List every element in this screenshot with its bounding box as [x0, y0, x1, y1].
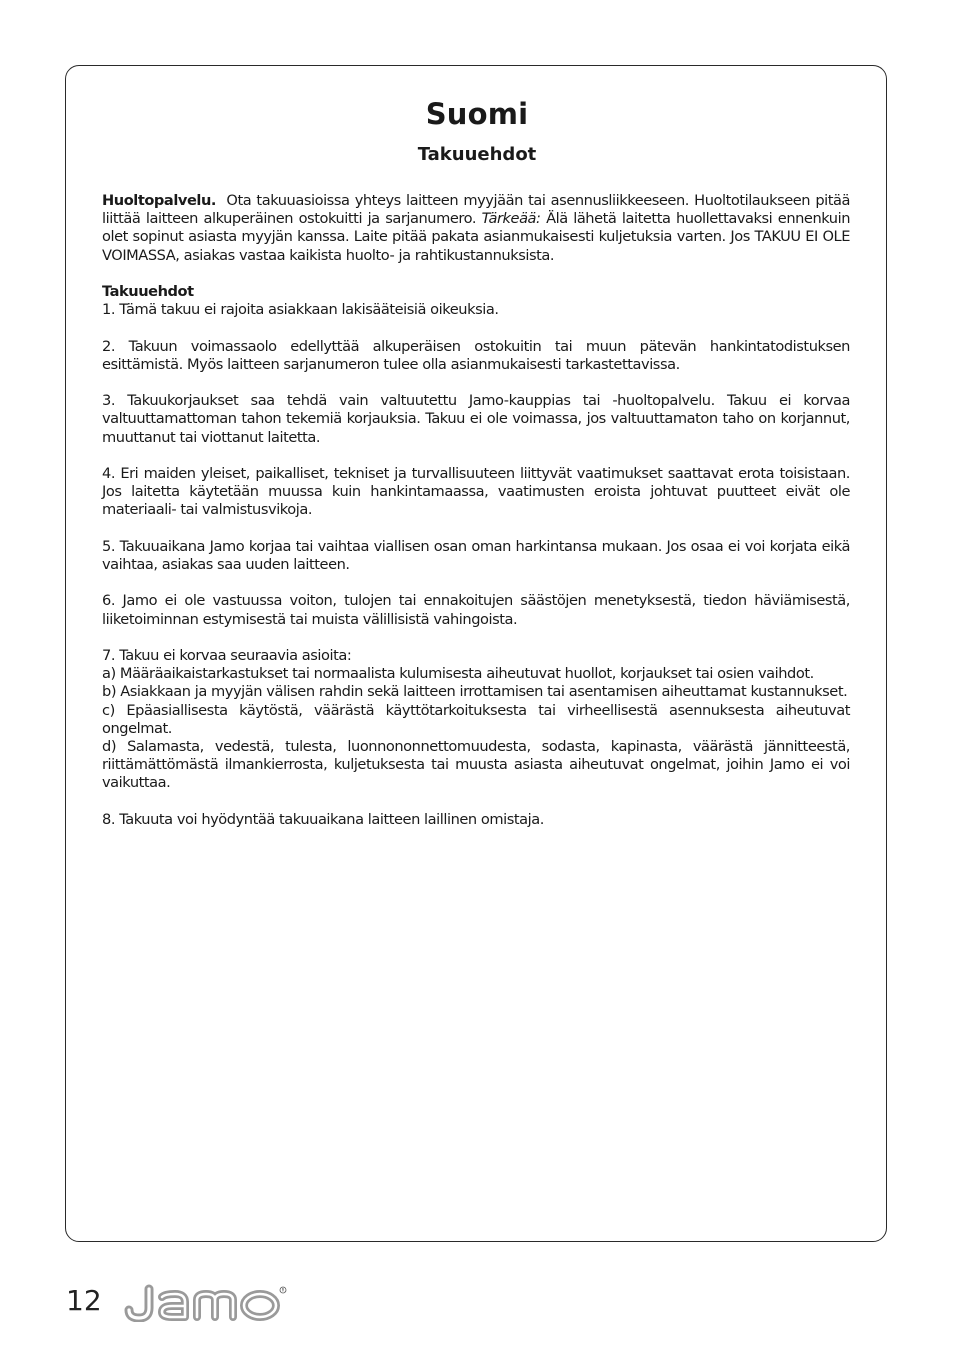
page-subtitle: Takuuehdot — [417, 144, 537, 165]
term-item-7a: a) Määräaikaistarkastukset tai normaalista kulumisesta aiheutuvat huollot, korjaukset tai osien vaihdot. — [102, 665, 814, 683]
term-item-7d: d) Salamasta, vedestä, tulesta, luonnononnettomuudesta, sodasta, kapinasta, väärästä jännitteestä, riittämättömästä ilmankierrosta, kuljetuksesta tai muusta asiasta aiheutuvat ongelmat, joihin Jamo ei voi vaikuttaa. — [102, 737, 850, 792]
terms-heading: Takuuehdot — [102, 283, 194, 300]
svg-text:R: R — [281, 1287, 285, 1293]
service-label: Huoltopalvelu. — [102, 192, 216, 209]
important-label: Tärkeää: — [481, 210, 541, 228]
term-item-7b: b) Asiakkaan ja myyjän välisen rahdin sekä laitteen irrottamisen tai asentamisen aiheuttamat kustannukset. — [102, 683, 848, 701]
term-item-4: 4. Eri maiden yleiset, paikalliset, tekniset ja turvallisuuteen liittyvät vaatimukset saattavat erota toisistaan. Jos laitetta käytetään muussa kuin hankintamaassa, vaatimusten eroista johtuvat puutteet eivät ole materiaali- tai valmistusvikoja. — [102, 464, 850, 519]
page-number: 12 — [66, 1284, 102, 1317]
term-item-7c: c) Epäasiallisesta käytöstä, väärästä käyttötarkoituksesta tai virheellisestä asennuksesta aiheutuvat ongelmat. — [102, 701, 850, 737]
jamo-logo — [124, 1284, 290, 1322]
term-item-6: 6. Jamo ei ole vastuussa voiton, tulojen tai ennakoitujen säästöjen menetyksestä, tiedon häviämisestä, liiketoiminnan estymisestä tai muista välillisistä vahingoista. — [102, 592, 850, 628]
service-paragraph — [102, 192, 850, 265]
page-title: Suomi — [425, 97, 529, 131]
service-text-1: Ota takuuasioissa yhteys laitteen myyjään tai asennusliikkeeseen. Huoltotilaukseen pitää liittää laitteen alkuperäinen ostokuitti ja sarjanumero. — [102, 192, 850, 228]
term-item-5: 5. Takuuaikana Jamo korjaa tai vaihtaa viallisen osan oman harkintansa mukaan. Jos osaa ei voi korjata eikä vaihtaa, asiakas saa uuden laitteen. — [102, 537, 850, 573]
warranty-text — [102, 192, 850, 847]
term-item-8: 8. Takuuta voi hyödyntää takuuaikana laitteen laillinen omistaja. — [102, 810, 544, 828]
term-item-1: 1. Tämä takuu ei rajoita asiakkaan lakisääteisiä oikeuksia. — [102, 301, 499, 319]
term-item-2: 2. Takuun voimassaolo edellyttää alkuperäisen ostokuitin tai muun pätevän hankintatodistuksen esittämistä. Myös laitteen sarjanumeron tulee olla asianmukaisesti tarkastettavissa. — [102, 337, 850, 373]
term-item-3: 3. Takuukorjaukset saa tehdä vain valtuutettu Jamo-kauppias tai -huoltopalvelu. Takuu ei korvaa valtuuttamattoman tahon tekemiä korjauksia. Takuu ei ole voimassa, jos valtuuttamaton taho on korjannut, muuttanut tai viottanut laitetta. — [102, 392, 850, 446]
term-item-7-intro: 7. Takuu ei korvaa seuraavia asioita: — [102, 646, 352, 664]
service-text-2: Älä lähetä laitetta huollettavaksi ennenkuin olet sopinut asiasta myyjän kanssa. Laite pitää pakata asianmukaisesti kuljetuksia varten. Jos TAKUU EI OLE VOIMASSA, asiakas vastaa kaikista huolto- ja rahtikustannuksista. — [102, 210, 850, 264]
